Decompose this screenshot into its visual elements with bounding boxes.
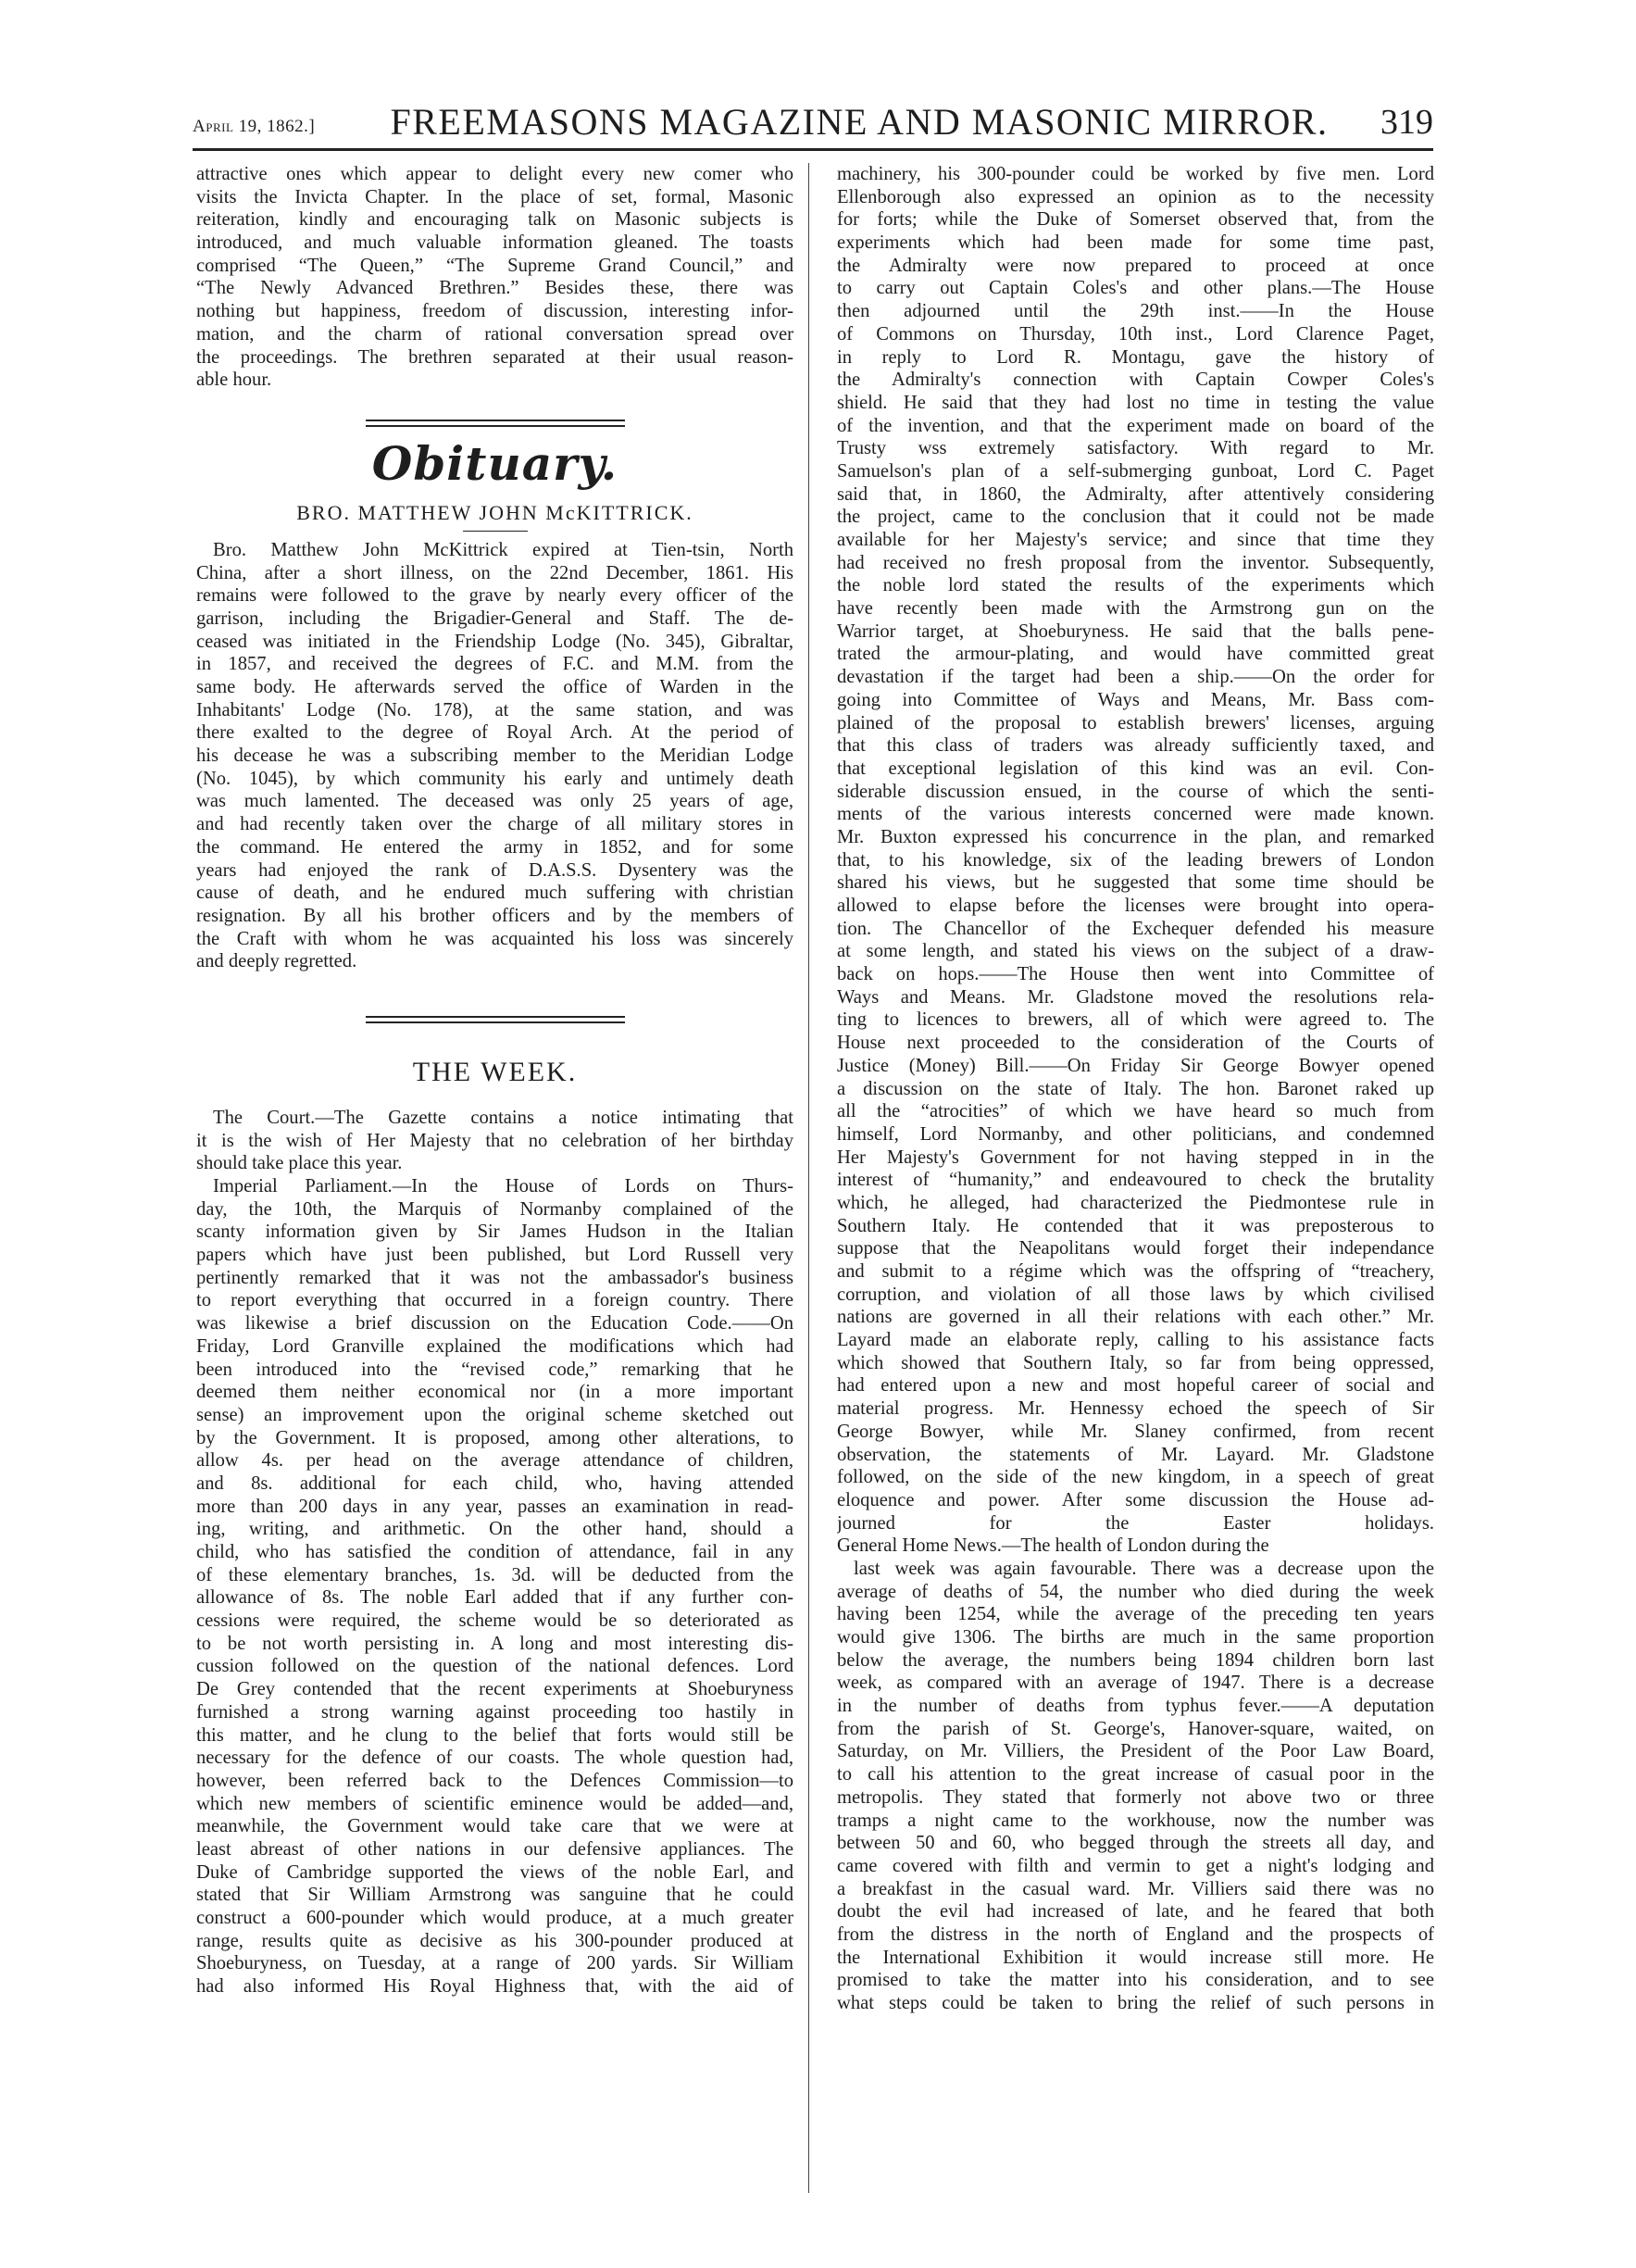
page-header [193,100,1433,144]
text-line: deemed them neither economical nor (in a more important [196,1382,793,1403]
text-line: garrison, including the Brigadier-General and Staff. The de- [196,608,793,629]
text-line: doubt the evil had increased of late, and he feared that both [837,1901,1434,1923]
text-line: which showed that Southern Italy, so far from being oppressed, [837,1352,1434,1373]
text-line: all the “atrocities” of which we have heard so much from [837,1101,1434,1122]
obituary-heading: Obituary. [371,435,618,491]
left-column [196,163,793,1999]
text-line: metropolis. They stated that formerly not above two or three [837,1786,1434,1808]
text-line: between 50 and 60, who begged through the streets all day, and [837,1833,1434,1854]
text-line: Her Majesty's Government for not having stepped in in the [837,1147,1434,1168]
text-line: Trusty wss extremely satisfactory. With regard to Mr. [837,438,1434,459]
text-line: and submit to a régime which was the offspring of “treachery, [837,1261,1434,1282]
text-line: material progress. Mr. Hennessy echoed the speech of Sir [837,1398,1434,1420]
text-line: going into Committee of Ways and Means, Mr. Bass com- [837,689,1434,710]
text-line: introduced, and much valuable information gleaned. The toasts [196,232,793,254]
text-line: a breakfast in the casual ward. Mr. Villiers said there was no [837,1878,1434,1899]
text-line: by the Government. It is proposed, among other alterations, to [196,1427,793,1448]
text-line: having been 1254, while the average of the preceding ten years [837,1604,1434,1625]
text-line: the Admiralty were now prepared to proceed at once [837,255,1434,276]
text-line: his decease he was a subscribing member to the Meridian Lodge [196,746,793,767]
text-line: pertinently remarked that it was not the ambassador's business [196,1267,793,1288]
text-line: interest of “humanity,” and endeavoured to check the brutality [837,1170,1434,1191]
text-line: in 1857, and received the degrees of F.C. and M.M. from the [196,654,793,675]
week-paragraphs [196,1107,793,1999]
text-line: ting to licences to brewers, all of which were agreed to. The [837,1009,1434,1031]
text-line: range, results quite as decisive as his 300-pounder produced at [196,1930,793,1951]
text-line: nothing but happiness, freedom of discussion, interesting infor- [196,301,793,322]
text-line: had entered upon a new and most hopeful career of social and [837,1375,1434,1397]
text-line: cessions were required, the scheme would be so deteriorated as [196,1610,793,1632]
text-line: “The Newly Advanced Brethren.” Besides these, there was [196,278,793,299]
text-line: construct a 600-pounder which would produce, at a much greater [196,1908,793,1928]
text-line: which, he alleged, had characterized the Piedmontese rule in [837,1192,1434,1213]
text-line: this matter, and he clung to the belief that forts would still be [196,1724,793,1746]
text-line: allowance of 8s. The noble Earl added that if any further con- [196,1587,793,1609]
text-line: visits the Invicta Chapter. In the place of set, formal, Masonic [196,186,793,207]
text-line: day, the 10th, the Marquis of Normanby complained of the [196,1198,793,1220]
text-line: necessary for the defence of our coasts. The whole question had, [196,1748,793,1769]
text-line: remains were followed to the grave by nearly every officer of the [196,585,793,607]
magazine-title: FREEMASONS MAGAZINE AND MASONIC MIRROR. [390,101,1329,143]
text-line: in the number of deaths from typhus fever.——A deputation [837,1696,1434,1717]
text-line: journed for the Easter holidays. [837,1512,1434,1534]
text-line: sense) an improvement upon the original scheme sketched out [196,1404,793,1425]
week-heading: THE WEEK. [412,1056,578,1087]
text-line: child, who has satisfied the condition of attendance, fail in any [196,1542,793,1562]
text-line: it is the wish of Her Majesty that no celebration of her birthday [196,1130,793,1151]
text-line: said that, in 1860, the Admiralty, after attentively considering [837,483,1434,505]
text-line: the Craft with whom he was acquainted his loss was sincerely [196,928,793,949]
text-line: followed, on the side of the new kingdom, in a speech of great [837,1467,1434,1488]
text-line: should take place this year. [196,1153,403,1174]
text-line: suppose that the Neapolitans would forget their independance [837,1238,1434,1259]
text-line: Justice (Money) Bill.——On Friday Sir George Bowyer opened [837,1055,1434,1076]
text-line: tion. The Chancellor of the Exchequer defended his measure [837,918,1434,939]
text-line: allow 4s. per head on the average attendance of children, [196,1450,793,1472]
text-line: back on hops.——The House then went into Committee of [837,964,1434,985]
text-line: in reply to Lord R. Montagu, gave the history of [837,346,1434,368]
text-line: De Grey contended that the recent experiments at Shoeburyness [196,1679,793,1700]
text-line: that this class of traders was already sufficiently taxed, and [837,735,1434,757]
text-line: there exalted to the degree of Royal Arch. At the period of [196,722,793,744]
text-line: week, as compared with an average of 1947. There is a decrease [837,1673,1434,1694]
text-line: what steps could be taken to bring the relief of such persons in [837,1993,1434,2013]
page-number: 319 [1380,103,1433,142]
text-line: was likewise a brief discussion on the Education Code.——On [196,1313,793,1334]
text-line: the command. He entered the army in 1852, and for some [196,836,793,858]
section-rule [366,1016,625,1027]
text-line: and had recently taken over the charge of all military stores in [196,814,793,835]
text-line: papers which have just been published, but Lord Russell very [196,1245,793,1266]
text-line: Layard made an elaborate reply, calling to his assistance facts [837,1330,1434,1351]
text-line: Ways and Means. Mr. Gladstone moved the resolutions rela- [837,986,1434,1008]
text-line: available for her Majesty's service; and since that time they [837,530,1434,550]
text-line: promised to take the matter into his consideration, and to see [837,1970,1434,1991]
text-line: furnished a strong warning against proceeding too hastily in [196,1701,793,1723]
text-line: would give 1306. The births are much in the same proportion [837,1627,1434,1648]
text-line: to call his attention to the great increase of casual poor in the [837,1764,1434,1786]
text-line: George Bowyer, while Mr. Slaney confirmed, from recent [837,1421,1434,1442]
text-line: experiments which had been made for some time past, [837,232,1434,254]
text-line: more than 200 days in any year, passes an examination in read- [196,1496,793,1517]
text-line: below the average, the numbers being 1894 children born last [837,1649,1434,1671]
text-line: scanty information given by Sir James Hudson in the Italian [196,1222,793,1243]
text-line: the project, came to the conclusion that it could not be made [837,507,1434,528]
text-line: eloquence and power. After some discussion the House ad- [837,1489,1434,1510]
text-line: Saturday, on Mr. Villiers, the President of the Poor Law Board, [837,1741,1434,1762]
text-line: stated that Sir William Armstrong was sanguine that he could [196,1885,793,1906]
short-rule [463,531,528,532]
intro-paragraph [196,163,793,392]
text-line: to report everything that occurred in a foreign country. There [196,1290,793,1311]
text-line: Southern Italy. He contended that it was preposterous to [837,1215,1434,1236]
text-line: was much lamented. The deceased was only 25 years of age, [196,791,793,812]
text-line: and deeply regretted. [196,951,357,972]
text-line: have recently been made with the Armstrong gun on the [837,598,1434,620]
text-line: at some length, and stated his views on the subject of a draw- [837,941,1434,962]
text-line: a discussion on the state of Italy. The hon. Baronet raked up [837,1078,1434,1099]
right-paragraphs [837,163,1434,2015]
text-line: siderable discussion ensued, in the course of which the senti- [837,781,1434,802]
text-line: tramps a night came to the workhouse, now the number was [837,1810,1434,1831]
text-line: the proceedings. The brethren separated at their usual reason- [196,346,793,368]
text-line: General Home News.—The health of London during the [837,1535,1269,1557]
text-line: Friday, Lord Granville explained the modifications which had [196,1335,793,1357]
column-divider [808,163,809,2193]
text-line: plained of the proposal to establish brewers' licenses, arguing [837,712,1434,733]
text-line: for forts; while the Duke of Somerset observed that, from the [837,209,1434,231]
text-line: Warrior target, at Shoeburyness. He said that the balls pene- [837,620,1434,642]
text-line: nations are governed in all their relations with each other.” Mr. [837,1307,1434,1328]
text-line: last week was again favourable. There was a decrease upon the [854,1558,1434,1579]
text-line: shared his views, but he suggested that some time should be [837,872,1434,894]
text-line: same body. He afterwards served the office of Warden in the [196,677,793,697]
text-line: ing, writing, and arithmetic. On the other hand, should a [196,1519,793,1540]
text-line: Inhabitants' Lodge (No. 178), at the same station, and was [196,699,793,720]
text-line: however, been referred back to the Defences Commission—to [196,1770,793,1791]
text-line: able hour. [196,370,272,391]
text-line: ceased was initiated in the Friendship Lodge (No. 345), Gibraltar, [196,631,793,652]
text-line: resignation. By all his brother officers and by the members of [196,905,793,926]
text-line: Duke of Cambridge supported the views of the noble Earl, and [196,1861,793,1883]
text-line: the noble lord stated the results of the experiments which [837,575,1434,596]
text-line: Ellenborough also expressed an opinion as to the necessity [837,186,1434,207]
text-line: Mr. Buxton expressed his concurrence in the plan, and remarked [837,826,1434,847]
text-line: The Court.—The Gazette contains a notice intimating that [213,1107,793,1128]
text-line: cussion followed on the question of the national defences. Lord [196,1656,793,1677]
text-line: years had enjoyed the rank of D.A.S.S. Dysentery was the [196,859,793,881]
obituary-paragraph [196,539,793,973]
text-line: machinery, his 300-pounder could be worked by five men. Lord [837,164,1434,184]
text-line: had received no fresh proposal from the inventor. Subsequently, [837,552,1434,573]
text-line: average of deaths of 54, the number who died during the week [837,1581,1434,1602]
text-line: of Commons on Thursday, 10th inst., Lord Clarence Paget, [837,323,1434,345]
text-line: observation, the statements of Mr. Layard. Mr. Gladstone [837,1444,1434,1465]
text-line: attractive ones which appear to delight every new comer who [196,164,793,184]
text-line: himself, Lord Normanby, and other politicians, and condemned [837,1123,1434,1145]
text-line: comprised “The Queen,” “The Supreme Grand Council,” and [196,255,793,276]
text-line: the International Exhibition it would increase still more. He [837,1947,1434,1968]
header-rule [193,148,1433,151]
text-line: came covered with filth and vermin to get a night's lodging and [837,1855,1434,1876]
text-line: (No. 1045), by which community his early and untimely death [196,768,793,789]
text-line: least abreast of other nations in our defensive appliances. The [196,1838,793,1860]
text-line: to carry out Captain Coles's and other plans.—The House [837,278,1434,299]
text-line: been introduced into the “revised code,” remarking that he [196,1359,793,1380]
obituary-name: BRO. MATTHEW JOHN McKITTRICK. [296,500,693,524]
text-line: Bro. Matthew John McKittrick expired at Tien-tsin, North [213,539,793,560]
text-line: from the distress in the north of England and the prospects of [837,1923,1434,1945]
section-rule [366,420,625,431]
text-line: shield. He said that they had lost no time in testing the value [837,392,1434,413]
text-line: cause of death, and he endured much suffering with christian [196,883,793,904]
text-line: meanwhile, the Government would take care that we were at [196,1816,793,1837]
text-line: House next proceeded to the consideration of the Courts of [837,1033,1434,1054]
right-column [837,163,1434,2015]
header-date: April 19, 1862.] [193,117,316,136]
text-line: and 8s. additional for each child, who, having attended [196,1472,793,1494]
text-line: then adjourned until the 29th inst.——In the House [837,301,1434,322]
text-line: devastation if the target had been a ship.——On the order for [837,667,1434,688]
text-line: Shoeburyness, on Tuesday, at a range of 200 yards. Sir William [196,1953,793,1974]
text-line: from the parish of St. George's, Hanover-square, waited, on [837,1718,1434,1739]
text-line: to be not worth persisting in. A long and most interesting dis- [196,1633,793,1654]
text-line: of the invention, and that the experiment made on board of the [837,415,1434,436]
text-line: China, after a short illness, on the 22nd December, 1861. His [196,562,793,583]
text-line: allowed to elapse before the licenses were brought into opera- [837,896,1434,916]
text-line: corruption, and violation of all those laws by which civilised [837,1284,1434,1305]
text-line: reiteration, kindly and encouraging talk on Masonic subjects is [196,209,793,231]
text-line: that exceptional legislation of this kind was an evil. Con- [837,758,1434,779]
text-line: the Admiralty's connection with Captain Cowper Coles's [837,370,1434,391]
text-line: ments of the various interests concerned were made known. [837,804,1434,825]
text-line: Imperial Parliament.—In the House of Lords on Thurs- [213,1176,793,1197]
text-line: that, to his knowledge, six of the leading brewers of London [837,849,1434,871]
text-line: Samuelson's plan of a self-submerging gunboat, Lord C. Paget [837,460,1434,482]
text-line: trated the armour-plating, and would have committed great [837,644,1434,665]
text-line: of these elementary branches, 1s. 3d. will be deducted from the [196,1564,793,1585]
text-line: which new members of scientific eminence would be added—and, [196,1793,793,1814]
text-line: mation, and the charm of rational conversation spread over [196,323,793,345]
text-line: had also informed His Royal Highness that, with the aid of [196,1976,793,1998]
